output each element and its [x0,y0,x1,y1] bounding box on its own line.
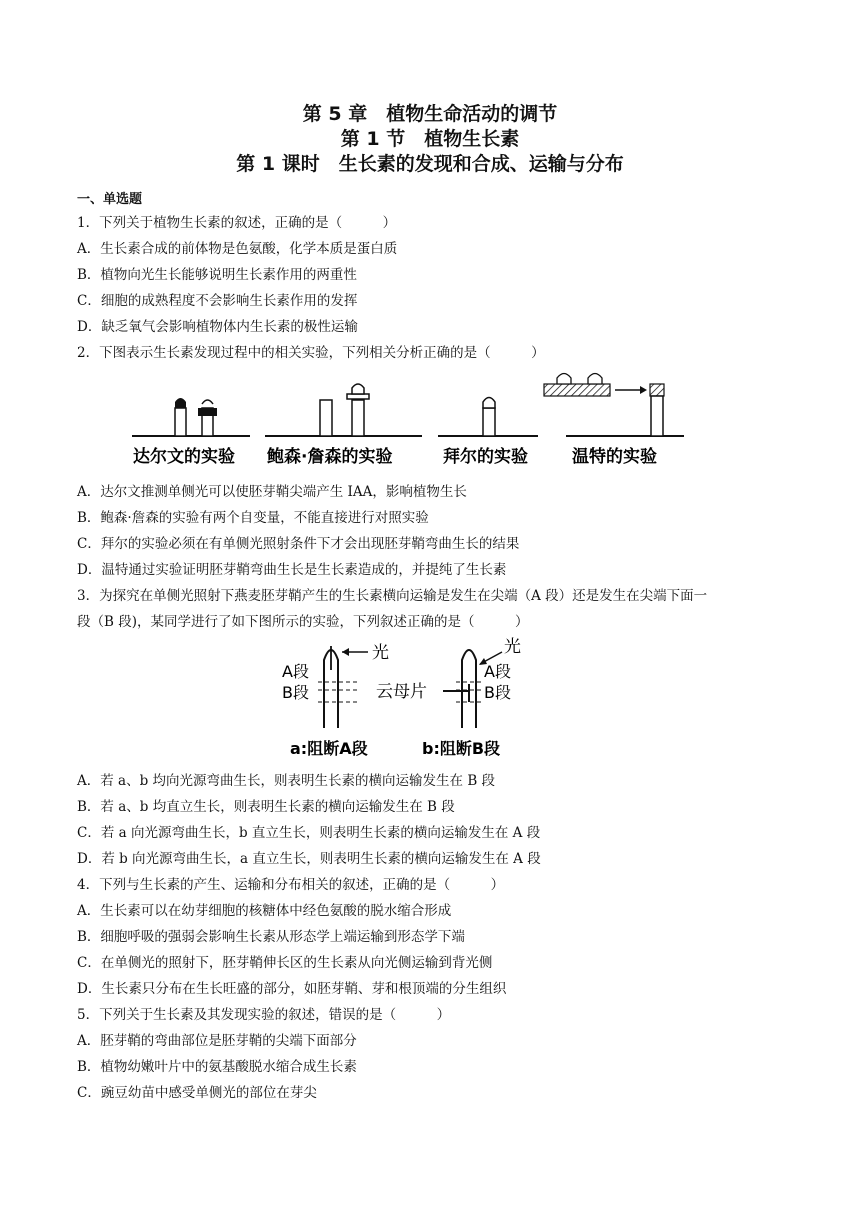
q2-option-a: A．达尔文推测单侧光可以使胚芽鞘尖端产生 IAA，影响植物生长 [77,484,467,500]
q2-option-d: D．温特通过实验证明胚芽鞘弯曲生长是生长素造成的，并提纯了生长素 [77,562,507,578]
mica-label: 云母片 [376,682,427,702]
q4-option-c: C．在单侧光的照射下，胚芽鞘伸长区的生长素从向光侧运输到背光侧 [77,955,493,971]
q3-stem-line1: 3．为探究在单侧光照射下燕麦胚芽鞘产生的生长素横向运输是发生在尖端（A 段）还是发生在尖端下面一 [77,588,708,604]
q4-stem: 4．下列与生长素的产生、运输和分布相关的叙述，正确的是（ ） [77,877,505,893]
q1-option-b: B．植物向光生长能够说明生长素作用的两重性 [77,267,357,283]
q3-stem-line2: 段（B 段)，某同学进行了如下图所示的实验，下列叙述正确的是（ ） [77,614,529,630]
label-darwin: 达尔文的实验 [133,447,235,467]
light-label-a: 光 [372,643,389,663]
section-heading: 一、单选题 [77,192,143,207]
coleoptile-a [282,643,389,758]
coleoptile-b [376,637,521,758]
q1-option-a: A．生长素合成的前体物是色氨酸，化学本质是蛋白质 [77,241,398,257]
caption-a: a:阻断A段 [290,739,368,758]
q2-option-c: C．拜尔的实验必须在有单侧光照射条件下才会出现胚芽鞘弯曲生长的结果 [77,536,520,552]
q5-option-c: C．豌豆幼苗中感受单侧光的部位在芽尖 [77,1085,317,1101]
a-segment-label-right: A段 [484,662,511,681]
a-segment-label: A段 [282,662,309,681]
label-paal: 拜尔的实验 [443,447,528,467]
q5-option-b: B．植物幼嫩叶片中的氨基酸脱水缩合成生长素 [77,1059,357,1075]
darwin-experiment [132,398,250,467]
q5-option-a: A．胚芽鞘的弯曲部位是胚芽鞘的尖端下面部分 [77,1033,357,1049]
q3-option-d: D．若 b 向光源弯曲生长，a 直立生长，则表明生长素的横向运输发生在 A 段 [77,851,541,867]
q3-experiment-figure [280,632,540,762]
caption-b: b:阻断B段 [422,739,501,758]
paal-experiment [438,398,538,468]
q2-stem: 2．下图表示生长素发现过程中的相关实验，下列相关分析正确的是（ ） [77,345,545,361]
label-went: 温特的实验 [572,447,657,467]
q4-option-a: A．生长素可以在幼芽细胞的核糖体中经色氨酸的脱水缩合形成 [77,903,452,919]
b-segment-label-right: B段 [484,683,511,702]
q1-stem: 1．下列关于植物生长素的叙述，正确的是（ ） [77,215,397,231]
q2-option-b: B．鲍森·詹森的实验有两个自变量，不能直接进行对照实验 [77,510,429,526]
b-segment-label: B段 [282,683,309,702]
went-experiment [544,374,684,468]
q2-experiment-figure [130,370,690,470]
q1-option-c: C．细胞的成熟程度不会影响生长素作用的发挥 [77,293,358,309]
q3-option-a: A．若 a、b 均向光源弯曲生长，则表明生长素的横向运输发生在 B 段 [77,773,496,789]
chapter-title: 第 5 章 植物生命活动的调节 [302,103,558,125]
q3-option-b: B．若 a、b 均直立生长，则表明生长素的横向运输发生在 B 段 [77,799,455,815]
q1-option-d: D．缺乏氧气会影响植物体内生长素的极性运输 [77,319,358,335]
section-title: 第 1 节 植物生长素 [340,128,520,150]
label-boysen-jensen: 鲍森·詹森的实验 [267,447,393,467]
title-block [0,102,860,177]
boysen-jensen-experiment [265,384,422,467]
q4-option-d: D．生长素只分布在生长旺盛的部分，如胚芽鞘、芽和根顶端的分生组织 [77,981,507,997]
q4-option-b: B．细胞呼吸的强弱会影响生长素从形态学上端运输到形态学下端 [77,929,465,945]
q5-stem: 5．下列关于生长素及其发现实验的叙述，错误的是（ ） [77,1007,451,1023]
light-label-b: 光 [504,637,521,657]
lesson-title: 第 1 课时 生长素的发现和合成、运输与分布 [236,153,624,175]
q3-option-c: C．若 a 向光源弯曲生长，b 直立生长，则表明生长素的横向运输发生在 A 段 [77,825,541,841]
